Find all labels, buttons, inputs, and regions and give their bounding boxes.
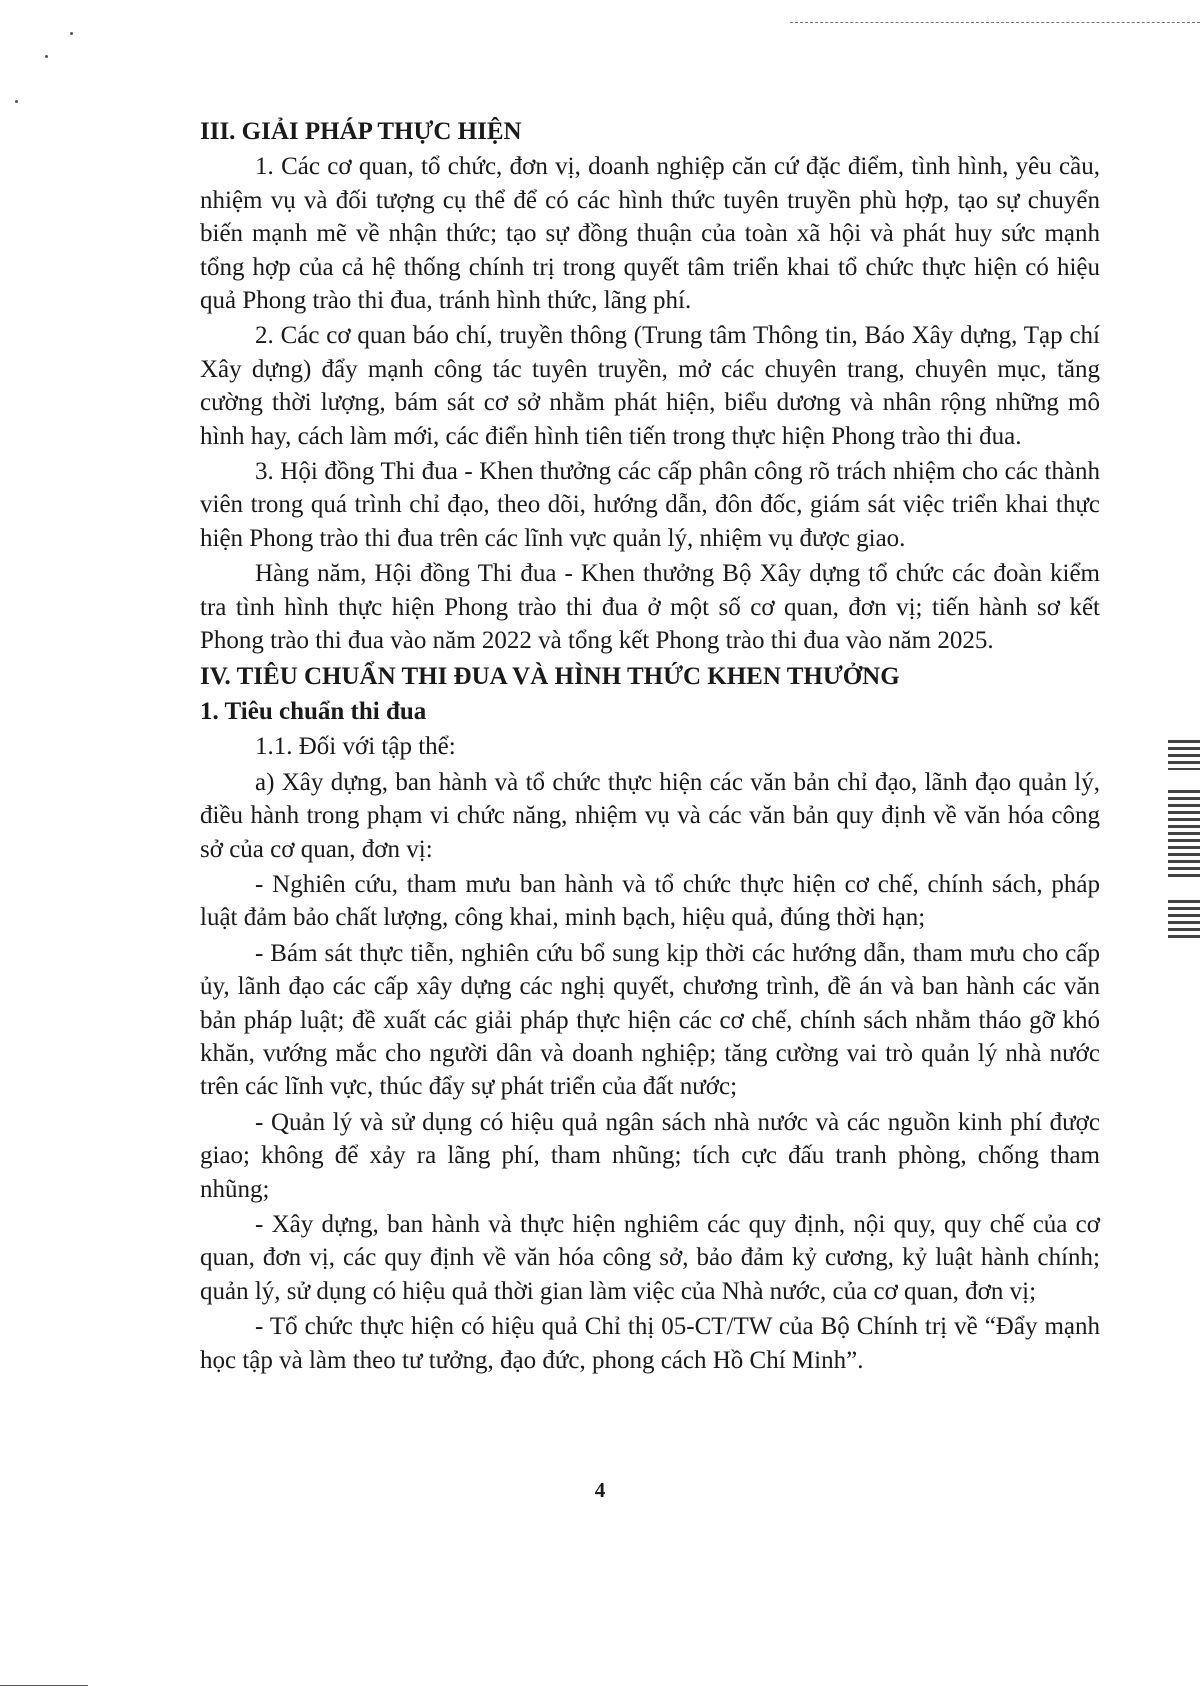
section-3-heading: III. GIẢI PHÁP THỰC HIỆN <box>200 118 522 145</box>
section-3-paragraph-4: Hàng năm, Hội đồng Thi đua - Khen thưởng Bộ Xây dựng tổ chức các đoàn kiểm tra tình hình thực hiện Phong trào thi đua ở một số cơ quan, đơn vị; tiến hành sơ kết Phong trào thi đua vào năm 2022 và tổng kết Phong trào thi đua vào năm 2025. <box>200 560 1100 655</box>
page-number: 4 <box>594 1478 606 1502</box>
subsection-1-1-heading: 1.1. Đối với tập thể: <box>255 733 456 761</box>
section-3-paragraph-3: 3. Hội đồng Thi đua - Khen thưởng các cấp phân công rõ trách nhiệm cho các thành viên trong quá trình chỉ đạo, theo dõi, hướng dẫn, đôn đốc, giám sát việc triển khai thực hiện Phong trào thi đua trên các lĩnh vực quản lý, nhiệm vụ được giao. <box>200 458 1100 552</box>
document-body <box>200 115 1100 1379</box>
bullet-paragraph-5: - Tổ chức thực hiện có hiệu quả Chỉ thị 05-CT/TW của Bộ Chính trị về “Đẩy mạnh học tập và làm theo tư tưởng, đạo đức, phong cách Hồ Chí Minh”. <box>200 1313 1100 1374</box>
section-3-paragraph-1: 1. Các cơ quan, tổ chức, đơn vị, doanh nghiệp căn cứ đặc điểm, tình hình, yêu cầu, nhiệm vụ và đối tượng cụ thể để có các hình thức tuyên truyền phù hợp, tạo sự chuyển biến mạnh mẽ về nhận thức; tạo sự đồng thuận của toàn xã hội và phát huy sức mạnh tổng hợp của cả hệ thống chính trị trong quyết tâm triển khai tổ chức thực hiện có hiệu quả Phong trào thi đua, tránh hình thức, lãng phí. <box>200 153 1100 315</box>
scan-artifact-line <box>790 22 1200 23</box>
scan-edge-mark <box>1168 790 1200 880</box>
scan-speck <box>15 100 18 103</box>
bullet-paragraph-1: - Nghiên cứu, tham mưu ban hành và tổ chức thực hiện cơ chế, chính sách, pháp luật đảm bảo chất lượng, công khai, minh bạch, hiệu quả, đúng thời hạn; <box>200 870 1100 932</box>
item-a-paragraph: a) Xây dựng, ban hành và tổ chức thực hiện các văn bản chỉ đạo, lãnh đạo quản lý, điều hành trong phạm vi chức năng, nhiệm vụ và các văn bản quy định về văn hóa công sở của cơ quan, đơn vị: <box>200 768 1100 863</box>
scan-artifact-line <box>0 1685 88 1686</box>
bullet-paragraph-4: - Xây dựng, ban hành và thực hiện nghiêm các quy định, nội quy, quy chế của cơ quan, đơn vị, các quy định về văn hóa công sở, bảo đảm kỷ cương, kỷ luật hành chính; quản lý, sử dụng có hiệu quả thời gian làm việc của Nhà nước, của cơ quan, đơn vị; <box>200 1211 1100 1305</box>
scan-edge-mark <box>1168 900 1200 940</box>
bullet-paragraph-2: - Bám sát thực tiễn, nghiên cứu bổ sung kịp thời các hướng dẫn, tham mưu cho cấp ủy, lãnh đạo các cấp xây dựng các nghị quyết, chương trình, đề án và ban hành các văn bản pháp luật; đề xuất các giải pháp thực hiện các cơ chế, chính sách nhằm tháo gỡ khó khăn, vướng mắc cho người dân và doanh nghiệp; tăng cường vai trò quản lý nhà nước trên các lĩnh vực, thúc đẩy sự phát triển của đất nước; <box>200 939 1100 1101</box>
scan-edge-mark <box>1168 740 1200 770</box>
scan-speck <box>70 32 73 35</box>
section-4-heading: IV. TIÊU CHUẨN THI ĐUA VÀ HÌNH THỨC KHEN THƯỞNG <box>200 662 900 690</box>
section-3-paragraph-2: 2. Các cơ quan báo chí, truyền thông (Trung tâm Thông tin, Báo Xây dựng, Tạp chí Xây dựng) đẩy mạnh công tác tuyên truyền, mở các chuyên trang, chuyên mục, tăng cường thời lượng, bám sát cơ sở nhằm phát hiện, biểu dương và nhân rộng những mô hình hay, cách làm mới, các điển hình tiên tiến trong thực hiện Phong trào thi đua. <box>200 322 1100 450</box>
bullet-paragraph-3: - Quản lý và sử dụng có hiệu quả ngân sách nhà nước và các nguồn kinh phí được giao; không để xảy ra lãng phí, tham nhũng; tích cực đấu tranh phòng, chống tham nhũng; <box>200 1108 1100 1203</box>
scan-speck <box>45 55 48 58</box>
subsection-1-heading: 1. Tiêu chuẩn thi đua <box>200 697 427 725</box>
